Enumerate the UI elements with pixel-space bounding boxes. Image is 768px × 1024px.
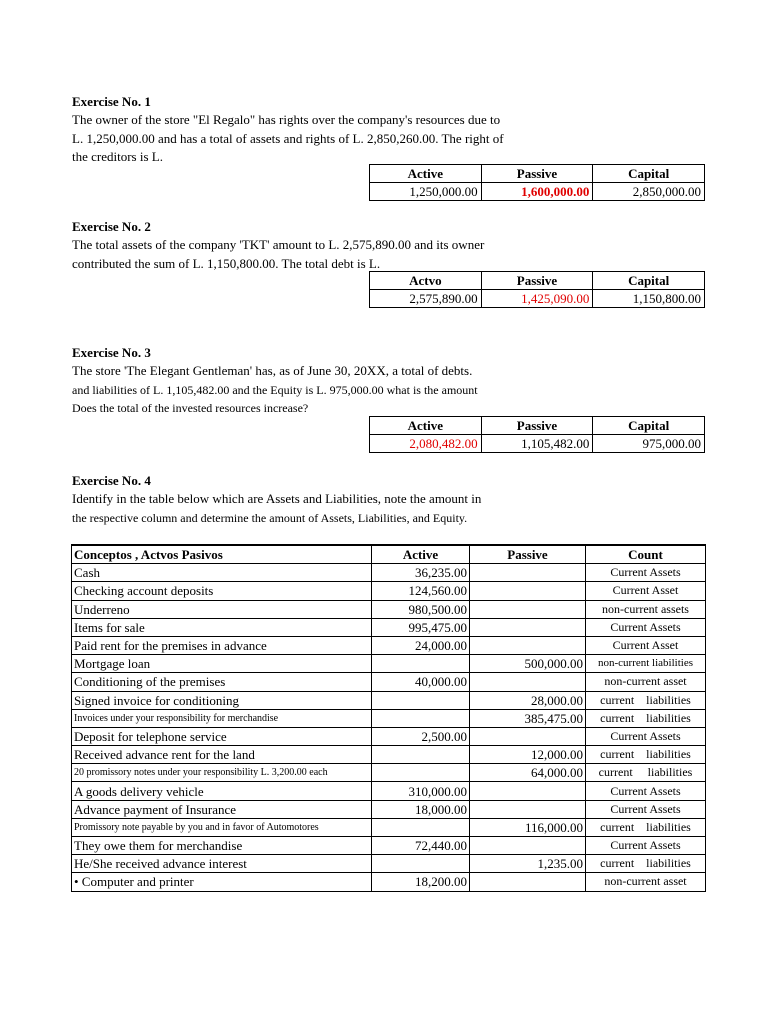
- table-row: [72, 818, 706, 836]
- header-capital: Capital: [593, 272, 705, 290]
- value-passive: 1,600,000.00: [481, 183, 593, 201]
- active-cell: 980,500.00: [372, 600, 470, 618]
- exercise-3-text: [72, 362, 542, 418]
- count-cell: current liabilities: [586, 855, 706, 873]
- concept-cell: Cash: [72, 564, 372, 582]
- table-row: [72, 709, 706, 727]
- passive-cell: [470, 582, 586, 600]
- active-cell: 18,200.00: [372, 873, 470, 891]
- active-cell: [372, 691, 470, 709]
- concept-cell: Received advance rent for the land: [72, 746, 372, 764]
- active-cell: [372, 655, 470, 673]
- count-cell: Current Asset: [586, 582, 706, 600]
- concept-cell: A goods delivery vehicle: [72, 782, 372, 800]
- count-cell: Current Asset: [586, 636, 706, 654]
- table-row: [72, 655, 706, 673]
- passive-cell: [470, 618, 586, 636]
- active-cell: 18,000.00: [372, 800, 470, 818]
- table-row: [72, 764, 706, 782]
- concept-cell: Items for sale: [72, 618, 372, 636]
- concept-cell: Advance payment of Insurance: [72, 800, 372, 818]
- table-row: [72, 564, 706, 582]
- table-row: [72, 855, 706, 873]
- concept-cell: Signed invoice for conditioning: [72, 691, 372, 709]
- count-cell: Current Assets: [586, 727, 706, 745]
- active-cell: 124,560.00: [372, 582, 470, 600]
- active-cell: 995,475.00: [372, 618, 470, 636]
- passive-cell: [470, 837, 586, 855]
- header-passive: Passive: [481, 165, 593, 183]
- active-cell: [372, 764, 470, 782]
- passive-cell: 28,000.00: [470, 691, 586, 709]
- passive-cell: 12,000.00: [470, 746, 586, 764]
- exercise-1-line: The owner of the store "El Regalo" has rights over the company's resources due to: [72, 112, 501, 127]
- value-active: 1,250,000.00: [370, 183, 482, 201]
- count-cell: Current Assets: [586, 800, 706, 818]
- header-concept: Conceptos , Actvos Pasivos: [72, 545, 372, 564]
- passive-cell: [470, 727, 586, 745]
- header-passive: Passive: [470, 545, 586, 564]
- value-capital: 975,000.00: [593, 435, 705, 453]
- value-active: 2,575,890.00: [370, 290, 482, 308]
- table-row: [72, 618, 706, 636]
- value-active: 2,080,482.00: [370, 435, 482, 453]
- passive-cell: 500,000.00: [470, 655, 586, 673]
- assets-liabilities-table: [71, 544, 706, 892]
- exercise-4-title: Exercise No. 4: [72, 473, 151, 488]
- exercise-2-line: contributed the sum of L. 1,150,800.00. The total debt is L.: [72, 255, 381, 271]
- exercise-4-line: Identify in the table below which are Assets and Liabilities, note the amount in: [72, 491, 482, 506]
- table-row: [72, 600, 706, 618]
- header-active: Active: [370, 417, 482, 435]
- header-capital: Capital: [593, 165, 705, 183]
- value-capital: 2,850,000.00: [593, 183, 705, 201]
- header-passive: Passive: [481, 272, 593, 290]
- concept-cell: • Computer and printer: [72, 873, 372, 891]
- header-passive: Passive: [481, 417, 593, 435]
- active-cell: 40,000.00: [372, 673, 470, 691]
- exercise-2-title: Exercise No. 2: [72, 219, 151, 234]
- passive-cell: 1,235.00: [470, 855, 586, 873]
- passive-cell: [470, 636, 586, 654]
- header-count: Count: [586, 545, 706, 564]
- exercise-3-line: Does the total of the invested resources increase?: [72, 401, 309, 415]
- concept-cell: Deposit for telephone service: [72, 727, 372, 745]
- header-capital: Capital: [593, 417, 705, 435]
- passive-cell: [470, 800, 586, 818]
- exercise-2-text: [72, 236, 542, 273]
- active-cell: 72,440.00: [372, 837, 470, 855]
- passive-cell: 116,000.00: [470, 818, 586, 836]
- count-cell: current liabilities: [586, 709, 706, 727]
- exercise-1-text: [72, 111, 542, 167]
- concept-cell: Paid rent for the premises in advance: [72, 636, 372, 654]
- table-row: [72, 837, 706, 855]
- concept-cell: Underreno: [72, 600, 372, 618]
- count-cell: Current Assets: [586, 564, 706, 582]
- passive-cell: [470, 600, 586, 618]
- count-cell: non-current asset: [586, 673, 706, 691]
- passive-cell: [470, 782, 586, 800]
- concept-cell: Invoices under your responsibility for merchandise: [72, 709, 372, 727]
- passive-cell: [470, 564, 586, 582]
- exercise-1-line: L. 1,250,000.00 and has a total of assets and rights of L. 2,850,260.00. The right of: [72, 130, 504, 146]
- exercise-3-table: [369, 416, 705, 453]
- exercise-1-title: Exercise No. 1: [72, 94, 151, 109]
- exercise-1-table: [369, 164, 705, 201]
- count-cell: Current Assets: [586, 618, 706, 636]
- exercise-2-line: The total assets of the company 'TKT' amount to L. 2,575,890.00 and its owner: [72, 237, 485, 252]
- value-capital: 1,150,800.00: [593, 290, 705, 308]
- count-cell: current liabilities: [586, 746, 706, 764]
- active-cell: [372, 818, 470, 836]
- active-cell: [372, 709, 470, 727]
- count-cell: non-current liabilities: [586, 655, 706, 673]
- count-cell: non-current assets: [586, 600, 706, 618]
- table-row: [72, 727, 706, 745]
- concept-cell: He/She received advance interest: [72, 855, 372, 873]
- active-cell: 24,000.00: [372, 636, 470, 654]
- exercise-4-text: [72, 490, 542, 527]
- count-cell: current liabilities: [586, 764, 706, 782]
- active-cell: [372, 746, 470, 764]
- count-cell: Current Assets: [586, 782, 706, 800]
- concept-cell: 20 promissory notes under your responsibility L. 3,200.00 each: [72, 764, 372, 782]
- active-cell: 310,000.00: [372, 782, 470, 800]
- exercise-1-line: the creditors is L.: [72, 149, 163, 164]
- exercise-3-line: The store 'The Elegant Gentleman' has, as of June 30, 20XX, a total of debts.: [72, 363, 473, 378]
- count-cell: non-current asset: [586, 873, 706, 891]
- passive-cell: 385,475.00: [470, 709, 586, 727]
- exercise-3-title: Exercise No. 3: [72, 345, 151, 360]
- concept-cell: Mortgage loan: [72, 655, 372, 673]
- exercise-3-line: and liabilities of L. 1,105,482.00 and the Equity is L. 975,000.00 what is the amount: [72, 382, 478, 397]
- exercise-2-table: [369, 271, 705, 308]
- table-row: [72, 636, 706, 654]
- table-row: [72, 746, 706, 764]
- table-row: [72, 782, 706, 800]
- count-cell: current liabilities: [586, 691, 706, 709]
- concept-cell: Checking account deposits: [72, 582, 372, 600]
- header-active: Active: [370, 165, 482, 183]
- active-cell: 2,500.00: [372, 727, 470, 745]
- table-row: [72, 691, 706, 709]
- concept-cell: Promissory note payable by you and in favor of Automotores: [72, 818, 372, 836]
- active-cell: [372, 855, 470, 873]
- passive-cell: [470, 873, 586, 891]
- value-passive: 1,425,090.00: [481, 290, 593, 308]
- header-active: Actvo: [370, 272, 482, 290]
- passive-cell: [470, 673, 586, 691]
- header-active: Active: [372, 545, 470, 564]
- table-row: [72, 800, 706, 818]
- concept-cell: Conditioning of the premises: [72, 673, 372, 691]
- concept-cell: They owe them for merchandise: [72, 837, 372, 855]
- value-passive: 1,105,482.00: [481, 435, 593, 453]
- passive-cell: 64,000.00: [470, 764, 586, 782]
- table-row: [72, 873, 706, 891]
- count-cell: Current Assets: [586, 837, 706, 855]
- count-cell: current liabilities: [586, 818, 706, 836]
- table-row: [72, 582, 706, 600]
- active-cell: 36,235.00: [372, 564, 470, 582]
- table-row: [72, 673, 706, 691]
- exercise-4-line: the respective column and determine the amount of Assets, Liabilities, and Equity.: [72, 510, 468, 525]
